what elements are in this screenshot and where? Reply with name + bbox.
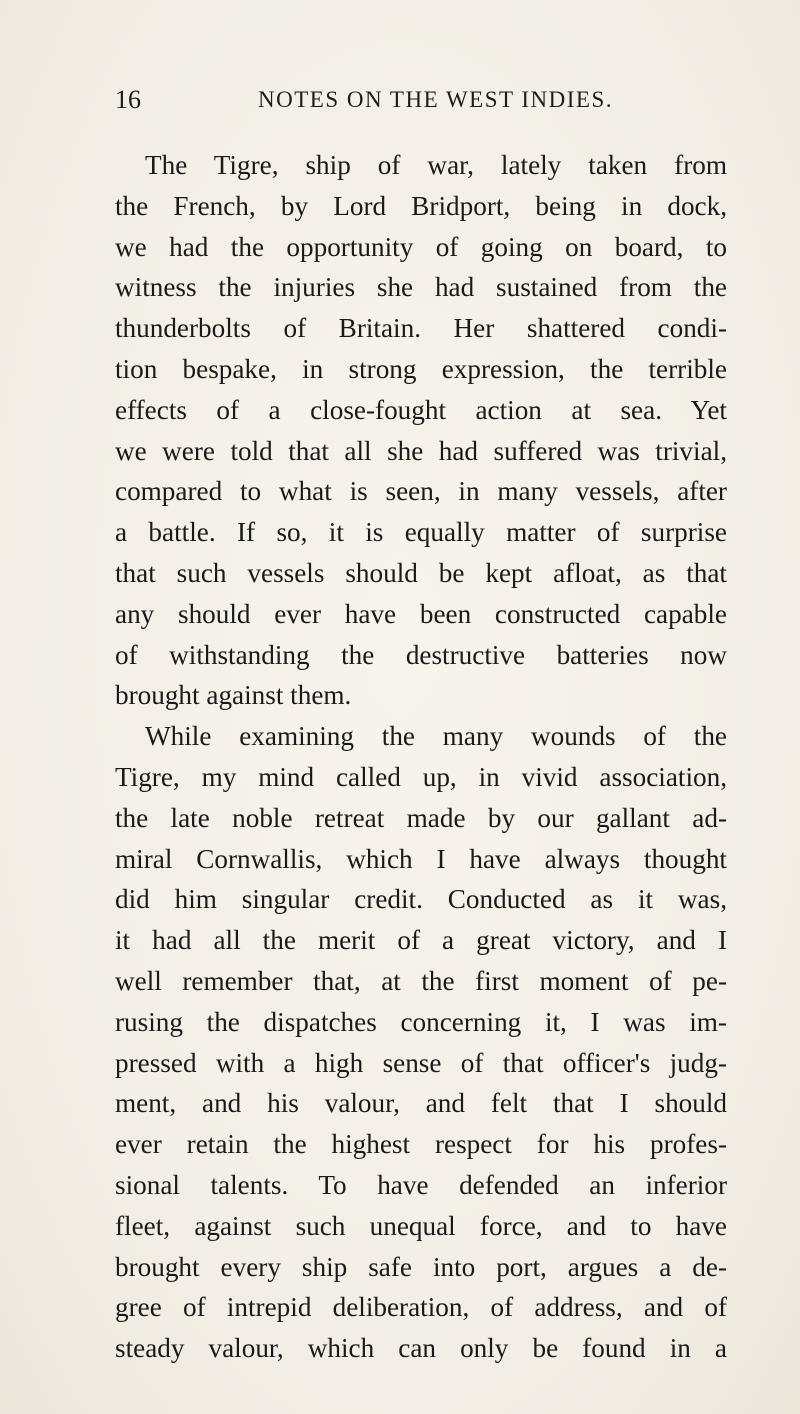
text-line: any should ever have been constructed capable [115,598,727,629]
running-head: NOTES ON THE WEST INDIES. [258,87,614,112]
text-line: The Tigre, ship of war, lately taken from [145,150,727,180]
text-line: brought every ship safe into port, argues a de- [115,1251,727,1282]
text-line: thunderbolts of Britain. Her shattered condi- [115,313,727,344]
text-line: gree of intrepid deliberation, of address, and of [115,1292,727,1323]
text-line: did him singular credit. Conducted as it was, [115,884,727,915]
text-line: rusing the dispatches concerning it, I was im- [115,1006,727,1037]
page-header [115,85,695,125]
text-line: brought against them. [115,680,352,711]
text-line: the late noble retreat made by our gallant ad- [115,802,727,833]
text-line: that such vessels should be kept afloat, as that [115,557,727,588]
text-line: a battle. If so, it is equally matter of surprise [115,517,727,548]
text-line: pressed with a high sense of that officer's judg- [115,1047,727,1078]
text-line: Tigre, my mind called up, in vivid association, [115,761,727,792]
text-line: witness the injuries she had sustained from the [115,272,727,303]
text-line: effects of a close-fought action at sea. Yet [115,394,727,425]
text-line: sional talents. To have defended an inferior [115,1169,727,1200]
text-line: steady valour, which can only be found in a [115,1333,727,1364]
text-line: of withstanding the destructive batteries now [115,639,727,670]
text-line: it had all the merit of a great victory, and I [115,925,727,956]
text-line: fleet, against such unequal force, and to have [115,1210,727,1241]
text-line: the French, by Lord Bridport, being in dock, [115,190,727,221]
text-line: we were told that all she had suffered was trivial, [115,435,727,466]
text-line: ment, and his valour, and felt that I should [115,1088,727,1119]
text-line: compared to what is seen, in many vessels, after [115,476,727,507]
text-line: we had the opportunity of going on board, to [115,231,727,262]
body-text [115,145,727,1369]
text-line: well remember that, at the first moment of pe- [115,965,727,996]
text-line: ever retain the highest respect for his profes- [115,1129,727,1160]
text-line: While examining the many wounds of the [145,721,727,752]
text-line: tion bespake, in strong expression, the terrible [115,353,727,384]
text-line: miral Cornwallis, which I have always thought [115,843,727,874]
page-number: 16 [115,85,141,114]
